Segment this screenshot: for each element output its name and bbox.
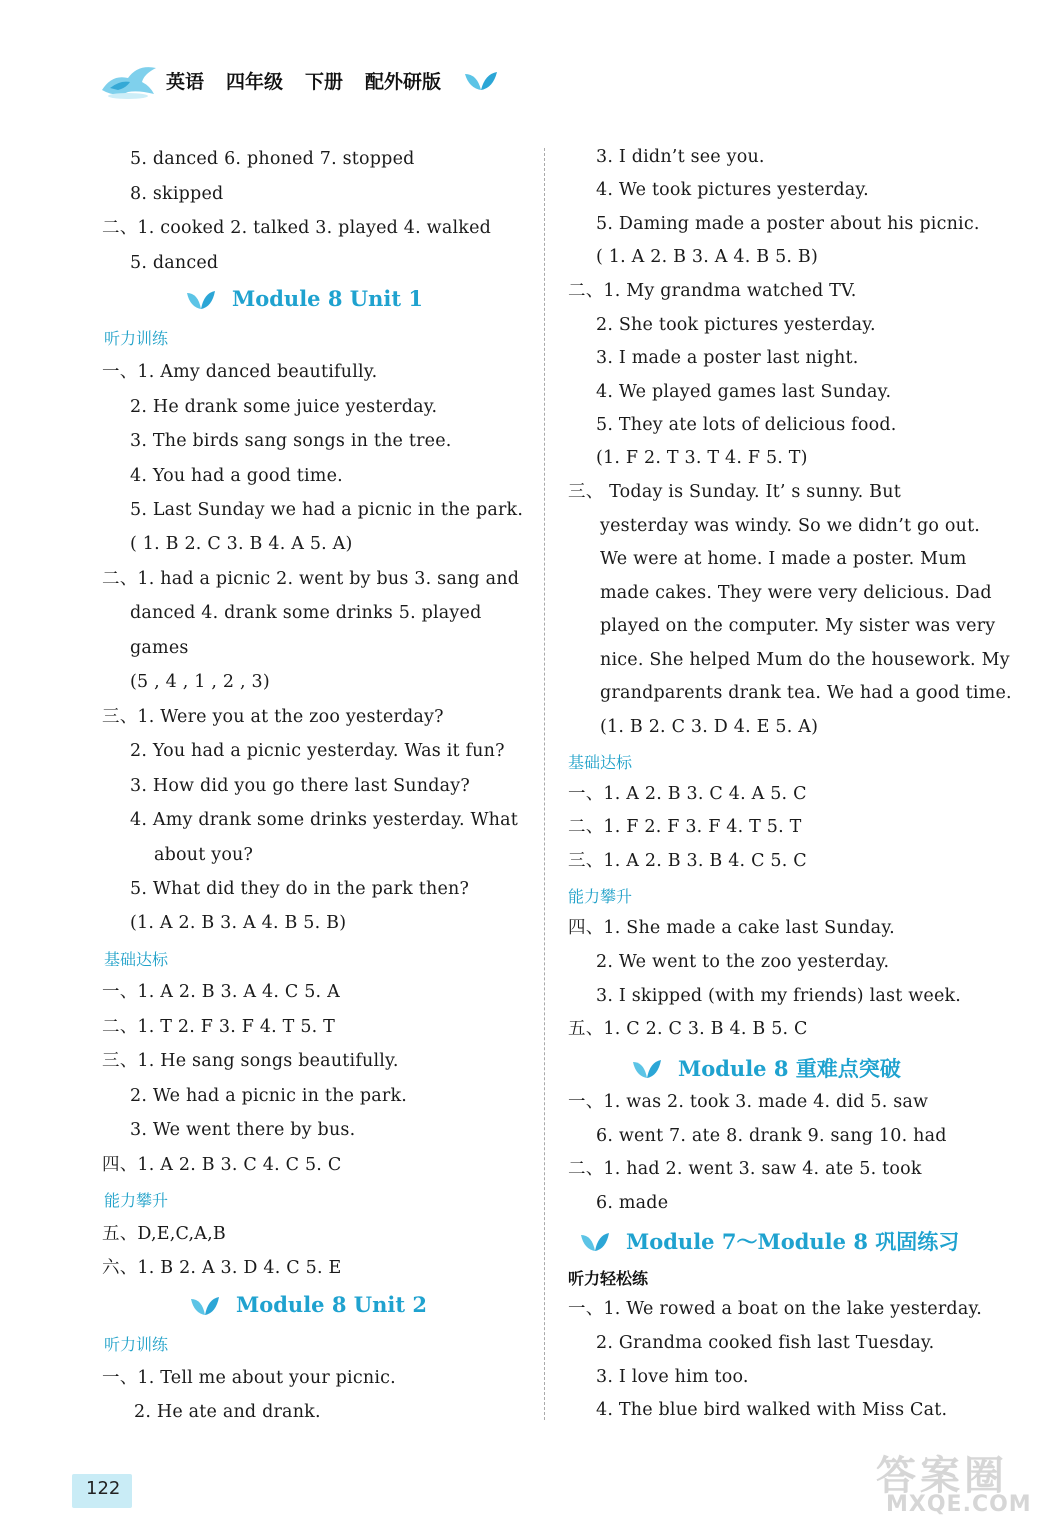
text-line: 5. Daming made a poster about his picnic. [596,214,980,234]
module-title: Module 8 重难点突破 [678,1056,901,1081]
module-heading-review [580,1226,959,1256]
text-line: 一、1. Amy danced beautifully. [102,362,378,382]
header-volume: 下册 [305,70,344,93]
text-line: 一、1. A 2. B 3. C 4. A 5. C [568,784,807,804]
text-line: We were at home. I made a poster. Mum [600,549,967,569]
text-line: 2. She took pictures yesterday. [596,315,876,335]
text-line: 5. danced [130,253,219,273]
text-line: 三、 Today is Sunday. It’ s sunny. But [568,482,901,502]
text-line: 二、1. had 2. went 3. saw 4. ate 5. took [568,1159,922,1179]
section-label: 能力攀升 [568,887,633,906]
text-line: (1. F 2. T 3. T 4. F 5. T) [596,448,808,468]
text-line: 一、1. Tell me about your picnic. [102,1368,396,1388]
text-line: ( 1. B 2. C 3. B 4. A 5. A) [130,534,353,554]
text-line: 4. Amy drank some drinks yesterday. What [130,810,519,830]
text-line: 2. He drank some juice yesterday. [130,397,438,417]
text-line: 3. I made a poster last night. [596,348,859,368]
text-line: 4. You had a good time. [130,466,343,486]
module-heading-key-points [632,1053,901,1083]
module-heading-unit1 [186,286,423,311]
text-line: 三、1. A 2. B 3. B 4. C 5. C [568,851,807,871]
text-line: 5. They ate lots of delicious food. [596,415,897,435]
text-line: games [130,638,189,658]
text-line: 三、1. He sang songs beautifully. [102,1051,399,1071]
text-line: 二、1. T 2. F 3. F 4. T 5. T [102,1017,336,1037]
text-line: ( 1. A 2. B 3. A 4. B 5. B) [596,247,819,267]
section-label: 能力攀升 [104,1191,169,1210]
text-line: 3. We went there by bus. [130,1120,356,1140]
text-line: nice. She helped Mum do the housework. My [600,650,1010,670]
header-edition: 配外研版 [365,70,442,93]
text-line: 5. Last Sunday we had a picnic in the park. [130,500,524,520]
text-line: 3. I skipped (with my friends) last week. [596,986,962,1006]
text-line: 二、1. cooked 2. talked 3. played 4. walked [102,218,492,238]
text-line: 二、1. My grandma watched TV. [568,281,857,301]
text-line: 四、1. A 2. B 3. C 4. C 5. C [102,1155,342,1175]
text-line: 3. The birds sang songs in the tree. [130,431,452,451]
bird-logo-icon [98,60,160,100]
text-line: 二、1. had a picnic 2. went by bus 3. sang and [102,569,520,589]
text-line: 六、1. B 2. A 3. D 4. C 5. E [102,1258,342,1278]
text-line: 3. How did you go there last Sunday? [130,776,470,796]
text-line: 2. You had a picnic yesterday. Was it fun? [130,741,505,761]
text-line: 一、1. We rowed a boat on the lake yesterday. [568,1299,982,1319]
watermark-text: 答案圈 [876,1453,1008,1499]
leaf-icon [190,1293,220,1317]
text-line: 2. Grandma cooked fish last Tuesday. [596,1333,935,1353]
text-line: 6. went 7. ate 8. drank 9. sang 10. had [596,1126,947,1146]
header-grade: 四年级 [226,70,284,93]
text-line: (1. B 2. C 3. D 4. E 5. A) [600,717,819,737]
text-line: 4. We played games last Sunday. [596,382,892,402]
text-line: 3. I didn’t see you. [596,147,765,167]
module-title: Module 8 Unit 2 [236,1292,427,1317]
header-text [166,67,463,94]
text-line: 6. made [596,1193,669,1213]
watermark [856,1444,1036,1526]
page-number-badge [72,1474,132,1508]
watermark-url: MXQE.COM [886,1492,1032,1517]
text-line: grandparents drank tea. We had a good time. [600,683,1012,703]
module-title: Module 8 Unit 1 [232,286,423,311]
leaf-icon [632,1056,662,1080]
text-line: made cakes. They were very delicious. Dad [600,583,992,603]
text-line: 3. I love him too. [596,1367,749,1387]
text-line: 2. He ate and drank. [134,1402,321,1422]
text-line: 8. skipped [130,184,224,204]
text-line: 5. danced 6. phoned 7. stopped [130,149,415,169]
text-line: 二、1. F 2. F 3. F 4. T 5. T [568,817,802,837]
text-line: played on the computer. My sister was very [600,616,996,636]
text-line: (5 , 4 , 1 , 2 , 3) [130,672,270,692]
page-header [98,58,499,102]
header-subject: 英语 [166,70,205,93]
leaf-icon [186,287,216,311]
text-line: 五、1. C 2. C 3. B 4. B 5. C [568,1019,808,1039]
text-line: 4. We took pictures yesterday. [596,180,869,200]
column-divider [544,148,545,1420]
leaf-icon [580,1229,610,1253]
module-title: Module 7～Module 8 巩固练习 [626,1229,960,1254]
section-label: 听力训练 [104,1335,169,1354]
text-line: danced 4. drank some drinks 5. played [130,603,482,623]
page-number: 122 [86,1478,121,1499]
text-line: yesterday was windy. So we didn’t go out. [600,516,981,536]
text-line: 5. What did they do in the park then? [130,879,470,899]
section-label: 基础达标 [568,753,633,772]
section-label: 听力轻松练 [568,1269,649,1288]
text-line: 五、D,E,C,A,B [102,1224,226,1244]
text-line: (1. A 2. B 3. A 4. B 5. B) [130,913,347,933]
text-line: 一、1. A 2. B 3. A 4. C 5. A [102,982,340,1002]
text-line: about you? [154,845,254,865]
text-line: 2. We had a picnic in the park. [130,1086,408,1106]
section-label: 听力训练 [104,329,169,348]
text-line: 4. The blue bird walked with Miss Cat. [596,1400,948,1420]
text-line: 四、1. She made a cake last Sunday. [568,918,895,938]
text-line: 一、1. was 2. took 3. made 4. did 5. saw [568,1092,929,1112]
text-line: 三、1. Were you at the zoo yesterday? [102,707,444,727]
section-label: 基础达标 [104,950,169,969]
leaf-icon [463,68,499,92]
text-line: 2. We went to the zoo yesterday. [596,952,890,972]
module-heading-unit2 [190,1292,427,1317]
